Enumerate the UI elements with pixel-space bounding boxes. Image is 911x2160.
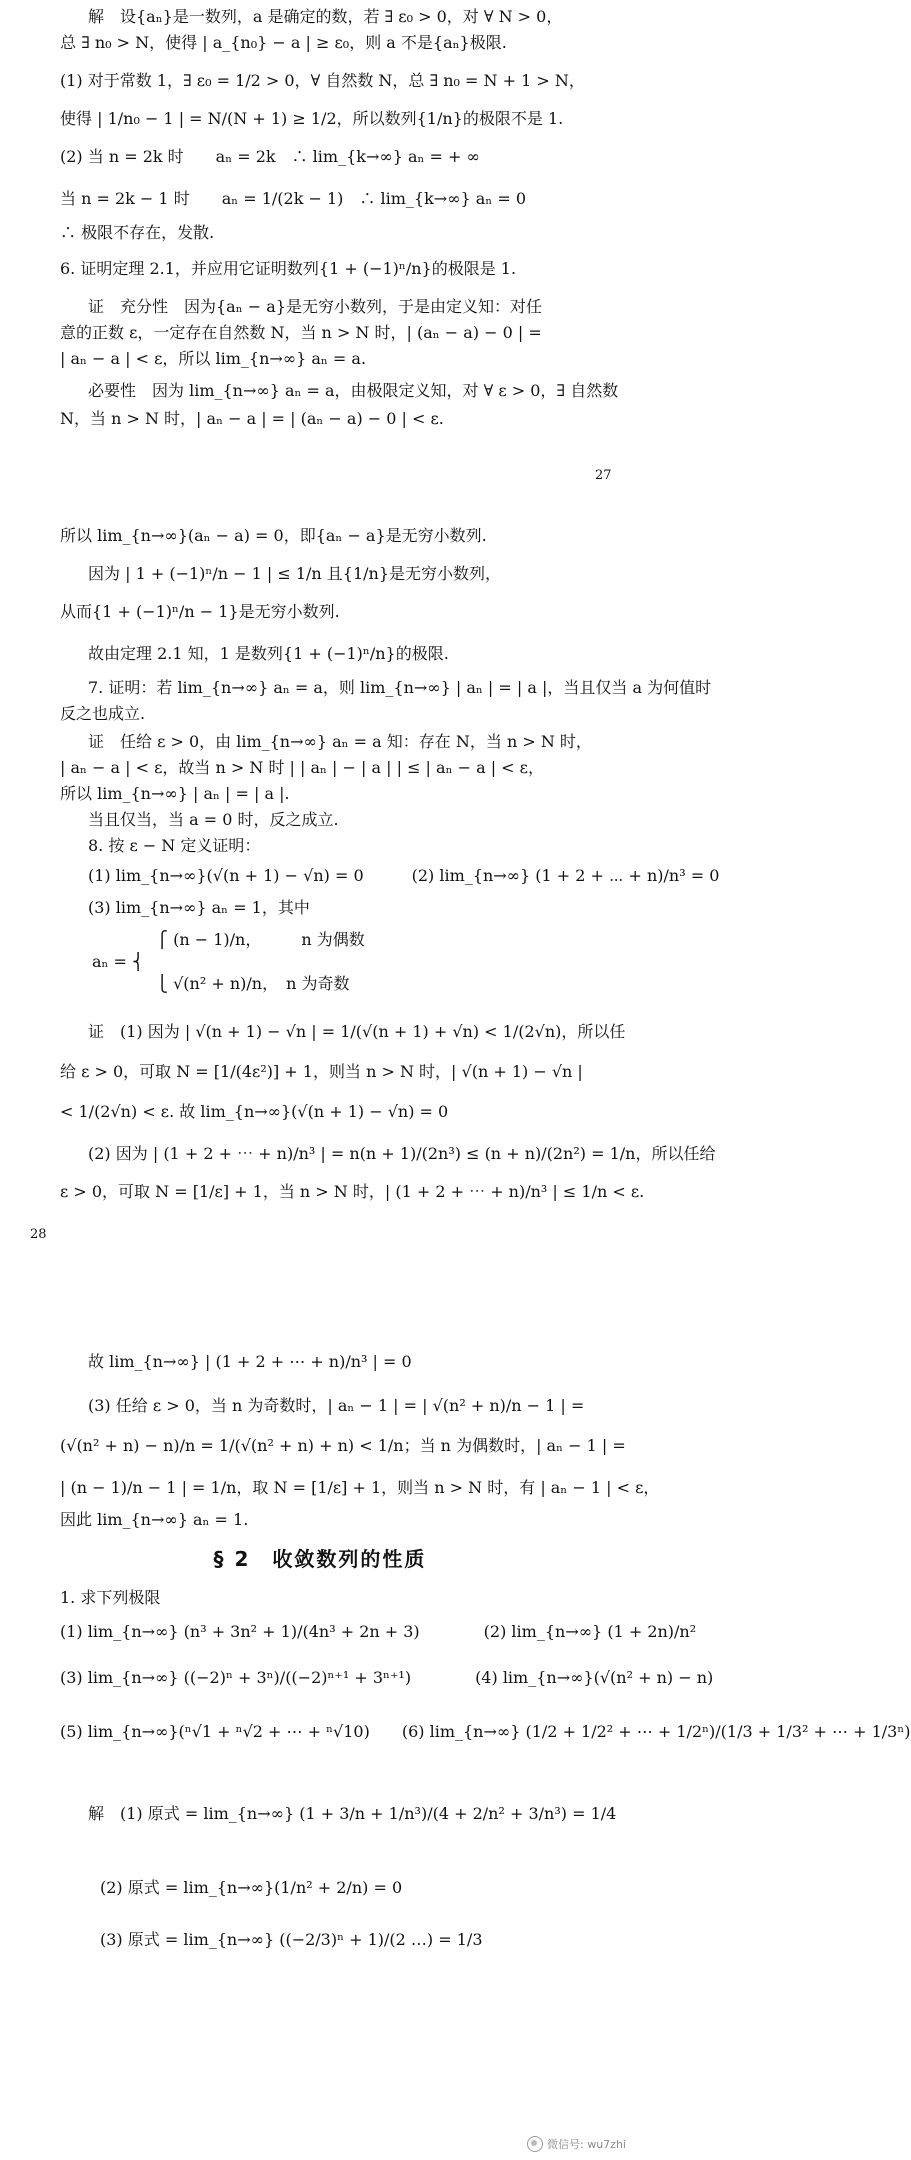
- text-line: aₙ = ⎨: [60, 952, 145, 971]
- wechat-icon: [527, 2136, 543, 2152]
- watermark-text: 微信号: wu7zhi: [547, 2138, 626, 2151]
- text-line: (2) 原式 = lim_{n→∞}(1/n² + 2/n) = 0: [100, 1878, 403, 1897]
- text-line: 当且仅当，当 a = 0 时，反之成立.: [88, 810, 339, 829]
- text-line: 使得 | 1/n₀ − 1 | = N/(N + 1) ≥ 1/2，所以数列{1/n}的极限不是 1.: [60, 109, 564, 128]
- textbook-page-27: [0, 0, 640, 505]
- text-line: 所以 lim_{n→∞} | aₙ | = | a |.: [60, 784, 290, 803]
- text-line: (1) lim_{n→∞}(√(n + 1) − √n) = 0 (2) lim_{n→∞} (1 + 2 + ⋯ + n)/n³ = 0: [88, 866, 720, 885]
- text-line: 从而{1 + (−1)ⁿ/n − 1}是无穷小数列.: [60, 602, 340, 621]
- text-line: 证 (1) 因为 | √(n + 1) − √n | = 1/(√(n + 1) + √n) < 1/(2√n)，所以任: [88, 1022, 626, 1041]
- text-line: ⎩ √(n² + n)/n， n 为奇数: [60, 974, 350, 993]
- text-line: 所以 lim_{n→∞}(aₙ − a) = 0，即{aₙ − a}是无穷小数列.: [60, 526, 487, 545]
- text-line: N，当 n > N 时，| aₙ − a | = | (aₙ − a) − 0 | < ε.: [60, 409, 444, 428]
- section-title: § 2 收敛数列的性质: [213, 1547, 427, 1571]
- text-line: (3) 任给 ε > 0，当 n 为奇数时，| aₙ − 1 | = | √(n² + n)/n − 1 | =: [88, 1396, 585, 1415]
- text-line: ε > 0，可取 N = [1/ε] + 1，当 n > N 时，| (1 + 2 + ⋯ + n)/n³ | ≤ 1/n < ε.: [60, 1182, 645, 1201]
- textbook-page-28: [0, 505, 720, 1325]
- text-line: 7. 证明：若 lim_{n→∞} aₙ = a，则 lim_{n→∞} | aₙ | = | a |，当且仅当 a 为何值时: [88, 678, 712, 697]
- text-line: (3) lim_{n→∞} aₙ = 1，其中: [88, 898, 310, 917]
- text-line: < 1/(2√n) < ε. 故 lim_{n→∞}(√(n + 1) − √n) = 0: [60, 1102, 449, 1121]
- text-line: (√(n² + n) − n)/n = 1/(√(n² + n) + n) < 1/n；当 n 为偶数时，| aₙ − 1 | =: [60, 1436, 626, 1455]
- text-line: 意的正数 ε，一定存在自然数 N，当 n > N 时，| (aₙ − a) − 0 | =: [60, 323, 542, 342]
- text-line: 1. 求下列极限: [60, 1588, 161, 1607]
- text-line: | aₙ − a | < ε，所以 lim_{n→∞} aₙ = a.: [60, 349, 367, 368]
- text-line: 8. 按 ε − N 定义证明：: [88, 836, 261, 855]
- text-line: 证 充分性 因为{aₙ − a}是无穷小数列，于是由定义知：对任: [88, 297, 542, 316]
- text-line: (1) 对于常数 1，∃ ε₀ = 1/2 > 0，∀ 自然数 N，总 ∃ n₀ = N + 1 > N，: [60, 71, 585, 90]
- text-line: (2) 当 n = 2k 时 aₙ = 2k ∴ lim_{k→∞} aₙ = + ∞: [60, 147, 480, 166]
- text-line: 因此 lim_{n→∞} aₙ = 1.: [60, 1510, 249, 1529]
- text-line: ∴ 极限不存在，发散.: [60, 223, 215, 242]
- text-line: 证 任给 ε > 0，由 lim_{n→∞} aₙ = a 知：存在 N，当 n > N 时，: [88, 732, 592, 751]
- text-line: 给 ε > 0，可取 N = [1/(4ε²)] + 1，则当 n > N 时，| √(n + 1) − √n |: [60, 1062, 583, 1081]
- text-line: (2) 因为 | (1 + 2 + ⋯ + n)/n³ | = n(n + 1)/(2n³) ≤ (n + n)/(2n²) = 1/n，所以任给: [88, 1144, 716, 1163]
- text-line: 解 设{aₙ}是一数列，a 是确定的数，若 ∃ ε₀ > 0，对 ∀ N > 0，: [88, 7, 563, 26]
- text-line: 因为 | 1 + (−1)ⁿ/n − 1 | ≤ 1/n 且{1/n}是无穷小数列，: [88, 564, 502, 583]
- text-line: 必要性 因为 lim_{n→∞} aₙ = a，由极限定义知，对 ∀ ε > 0，∃ 自然数: [88, 381, 619, 400]
- text-line: | (n − 1)/n − 1 | = 1/n，取 N = [1/ε] + 1，则当 n > N 时，有 | aₙ − 1 | < ε，: [60, 1478, 660, 1497]
- textbook-page-29: [0, 1325, 911, 2160]
- page-number: 27: [595, 468, 612, 483]
- text-line: (3) lim_{n→∞} ((−2)ⁿ + 3ⁿ)/((−2)ⁿ⁺¹ + 3ⁿ⁺¹) (4) lim_{n→∞}(√(n² + n) − n): [60, 1668, 714, 1687]
- text-line: 总 ∃ n₀ > N，使得 | a_{n₀} − a | ≥ ε₀，则 a 不是{aₙ}极限.: [60, 33, 507, 52]
- text-line: (3) 原式 = lim_{n→∞} ((−2/3)ⁿ + 1)/(2 …) = 1/3: [100, 1930, 483, 1949]
- text-line: (1) lim_{n→∞} (n³ + 3n² + 1)/(4n³ + 2n + 3) (2) lim_{n→∞} (1 + 2n)/n²: [60, 1622, 697, 1641]
- text-line: ⎧ (n − 1)/n， n 为偶数: [60, 930, 365, 949]
- text-line: 6. 证明定理 2.1，并应用它证明数列{1 + (−1)ⁿ/n}的极限是 1.: [60, 259, 517, 278]
- text-line: | aₙ − a | < ε，故当 n > N 时 | | aₙ | − | a | | ≤ | aₙ − a | < ε，: [60, 758, 544, 777]
- text-line: 故由定理 2.1 知，1 是数列{1 + (−1)ⁿ/n}的极限.: [88, 644, 449, 663]
- page-number: 28: [30, 1227, 47, 1242]
- text-line: 反之也成立.: [60, 704, 146, 723]
- watermark: [527, 2136, 626, 2152]
- text-line: 解 (1) 原式 = lim_{n→∞} (1 + 3/n + 1/n³)/(4 + 2/n² + 3/n³) = 1/4: [88, 1804, 617, 1823]
- text-line: 故 lim_{n→∞} | (1 + 2 + ⋯ + n)/n³ | = 0: [88, 1352, 412, 1371]
- text-line: (5) lim_{n→∞}(ⁿ√1 + ⁿ√2 + ⋯ + ⁿ√10) (6) lim_{n→∞} (1/2 + 1/2² + ⋯ + 1/2ⁿ)/(1/3 + 1/3² + ⋯ + 1/3ⁿ): [60, 1722, 911, 1741]
- text-line: 当 n = 2k − 1 时 aₙ = 1/(2k − 1) ∴ lim_{k→∞} aₙ = 0: [60, 189, 527, 208]
